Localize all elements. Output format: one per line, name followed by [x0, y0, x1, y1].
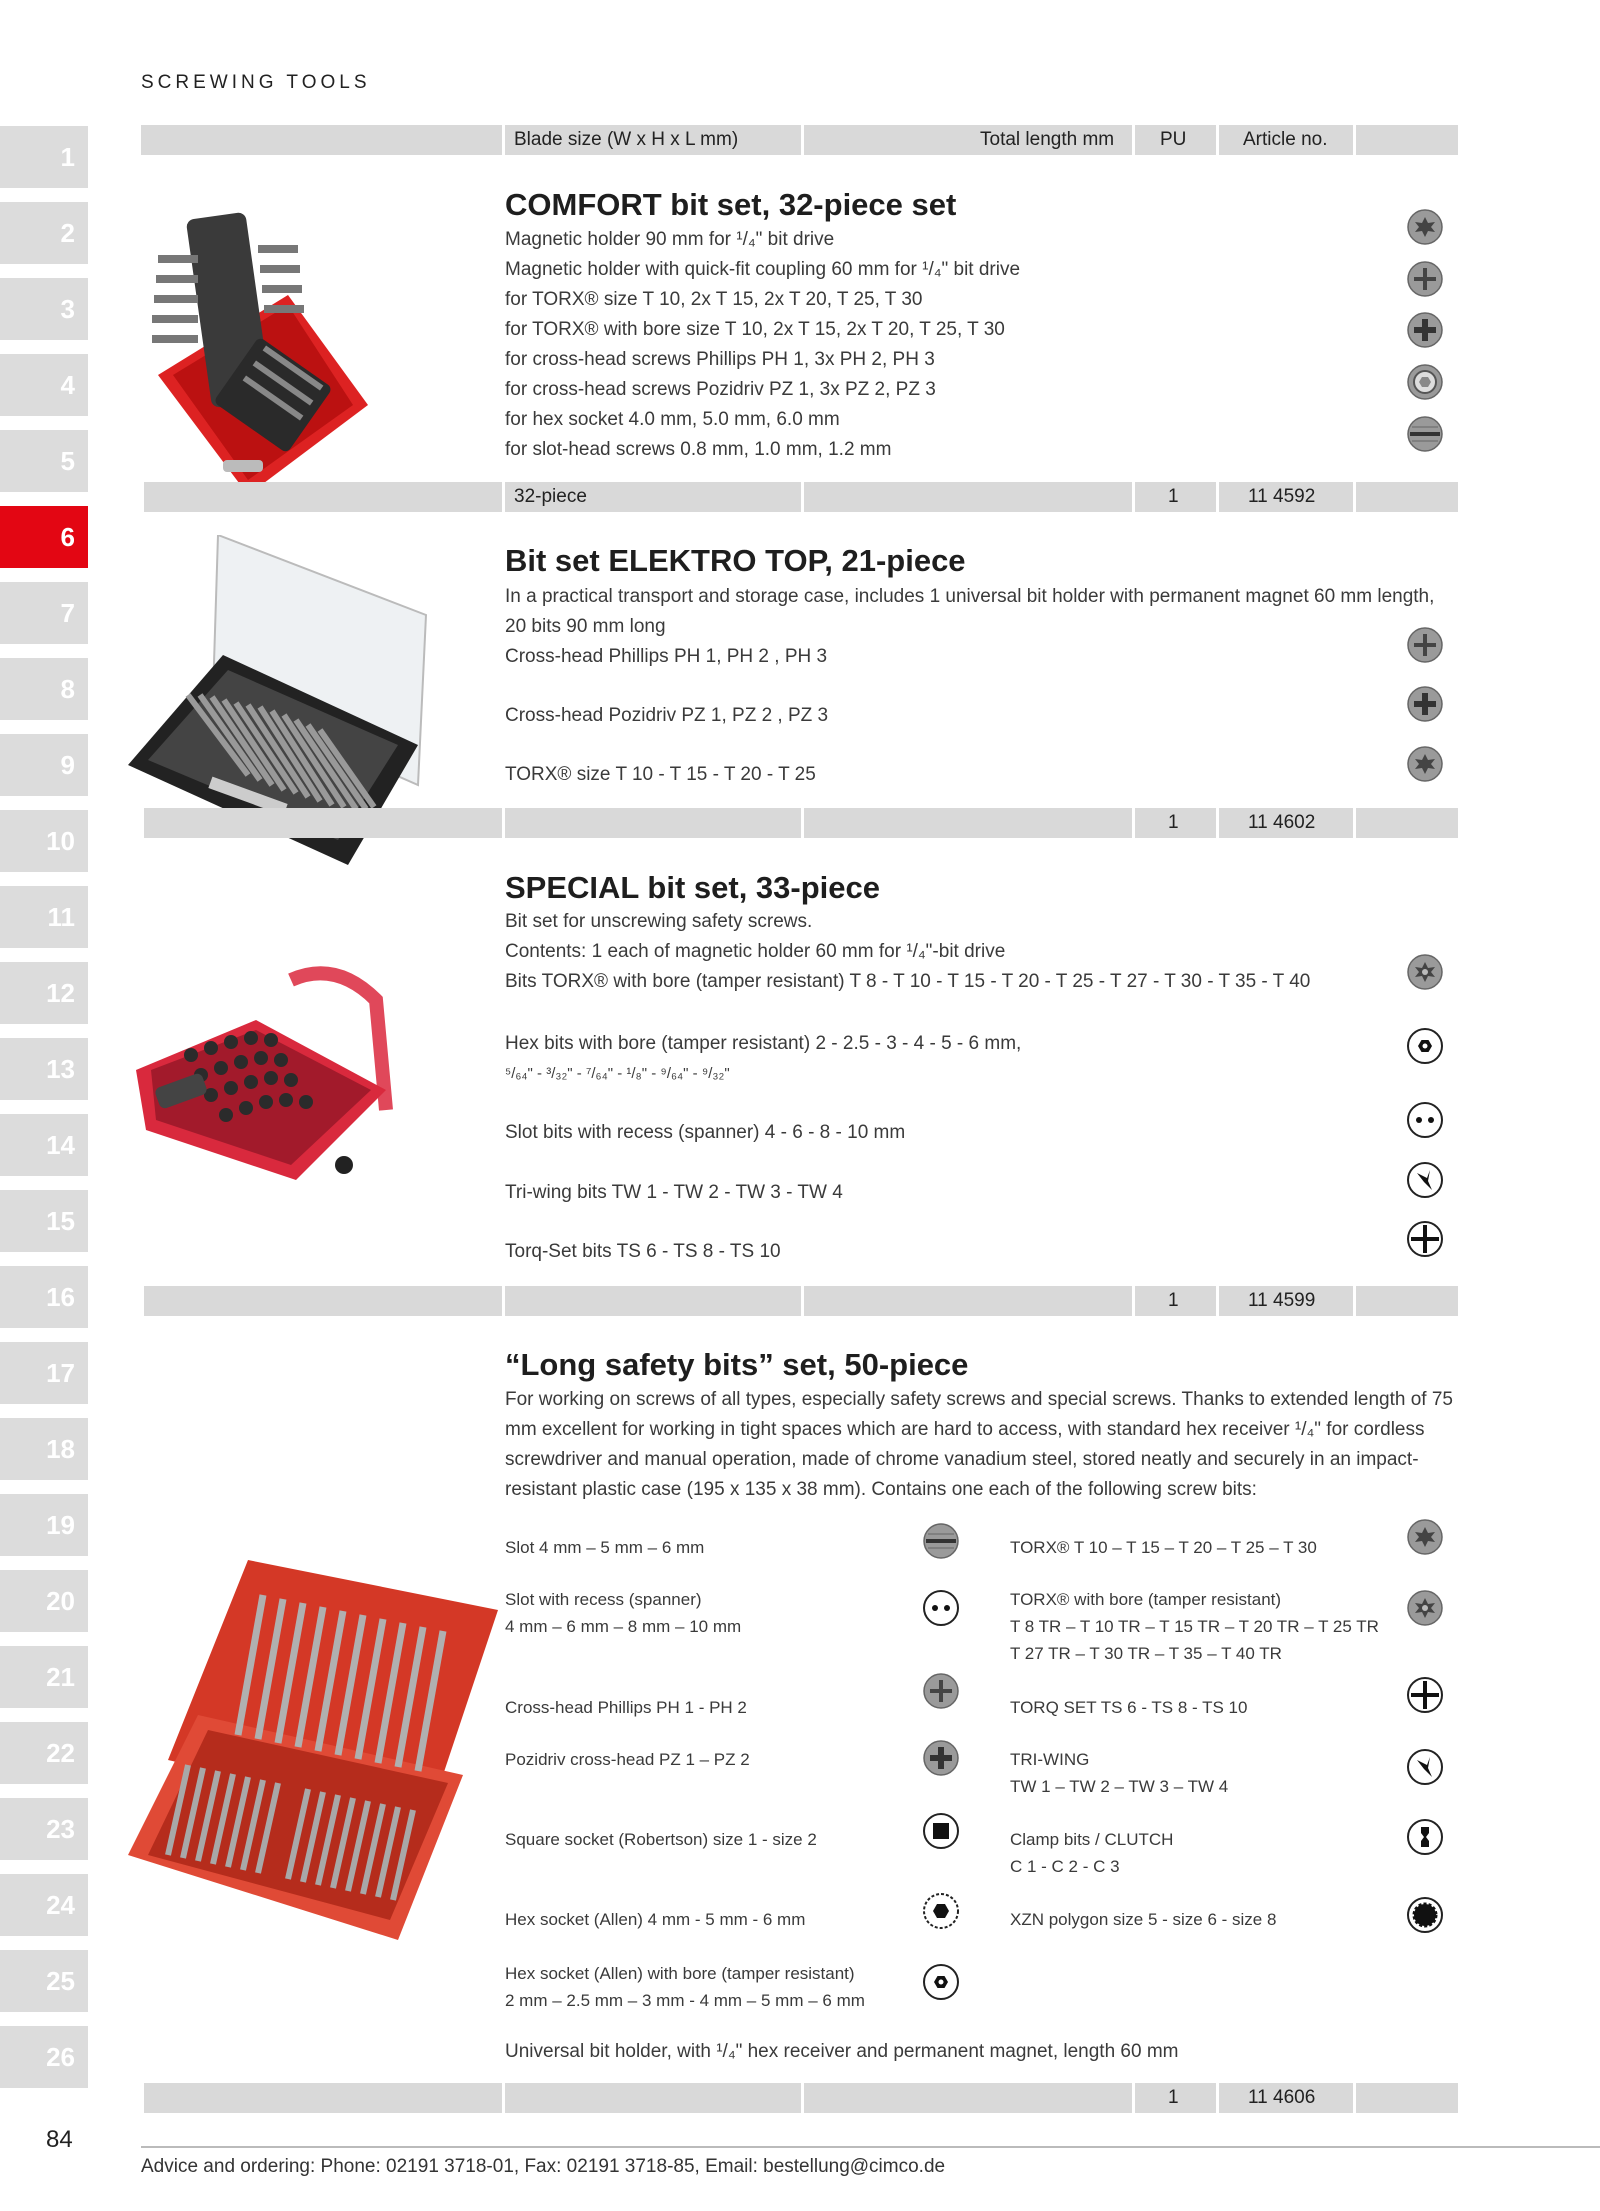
bit-type-item: TORQ SET TS 6 - TS 8 - TS 10 [1010, 1698, 1248, 1717]
square-icon [922, 1812, 960, 1850]
phillips-icon [922, 1672, 960, 1710]
article-row [141, 482, 1458, 512]
bit-type-item: Hex socket (Allen) with bore (tamper resistant) 2 mm – 2.5 mm – 3 mm - 4 mm – 5 mm – 6 mm [505, 1964, 865, 2010]
product-description: For working on screws of all types, especially safety screws and special screws. Thanks to extended length of 75 mm excellent for working in tight spaces which are hard to access, with standard hex receiver ¹/₄" for cordless screwdriver and manual operation, made of chrome vanadium steel, stored neatly and securely in an impact- resistant plastic case (195 x 135 x 38 mm). Contains one each of the following screw bits: [505, 1389, 1453, 1500]
hex-socket-icon [1406, 363, 1444, 401]
chapter-tab-11[interactable]: 11 [0, 886, 88, 948]
hex-bore-icon [922, 1963, 960, 2001]
phillips-icon [1406, 626, 1444, 664]
article-row [141, 2083, 1458, 2113]
bit-type-item: TORX® with bore (tamper resistant) T 8 TR – T 10 TR – T 15 TR – T 20 TR – T 25 TR T 27 TR – T 30 TR – T 35 – T 40 TR [1010, 1590, 1379, 1663]
product-spec-line: Cross-head Phillips PH 1, PH 2 , PH 3 [505, 646, 828, 667]
row-article-no: 11 4599 [1248, 1290, 1316, 1311]
chapter-tab-1[interactable]: 1 [0, 126, 88, 188]
bit-type-item: Square socket (Robertson) size 1 - size 2 [505, 1830, 817, 1849]
chapter-tab-26[interactable]: 26 [0, 2026, 88, 2088]
torq-set-icon [1406, 1676, 1444, 1714]
chapter-tab-10[interactable]: 10 [0, 810, 88, 872]
product-title: COMFORT bit set, 32-piece set [505, 187, 957, 222]
row-pu: 1 [1168, 1290, 1179, 1311]
torx-icon [1406, 745, 1444, 783]
comfort-bit-set-photo [138, 205, 374, 505]
chapter-tab-15[interactable]: 15 [0, 1190, 88, 1252]
product-spec-line: Cross-head Pozidriv PZ 1, PZ 2 , PZ 3 [505, 705, 829, 726]
chapter-tab-18[interactable]: 18 [0, 1418, 88, 1480]
product-spec-line: Torq-Set bits TS 6 - TS 8 - TS 10 [505, 1241, 781, 1262]
chapter-tab-23[interactable]: 23 [0, 1798, 88, 1860]
torx-icon [1406, 208, 1444, 246]
bit-type-item: Pozidriv cross-head PZ 1 – PZ 2 [505, 1750, 750, 1769]
clutch-icon [1406, 1818, 1444, 1856]
bit-type-item: XZN polygon size 5 - size 6 - size 8 [1010, 1910, 1277, 1929]
header-total-length: Total length mm [980, 129, 1115, 150]
header-pu: PU [1160, 129, 1187, 150]
product-description: Magnetic holder 90 mm for ¹/₄" bit drive Magnetic holder with quick-fit coupling 60 mm for ¹/₄" bit drive for TORX® size T 10, 2x T 15, 2x T 20, T 25, T 30 for TORX® with bore size T 10, 2x T 15, 2x T 20, T 25, T 30 for cross-head screws Phillips PH 1, 3x PH 2, PH 3 for cross-head screws Pozidriv PZ 1, 3x PZ 2, PZ 3 for hex socket 4.0 mm, 5.0 mm, 6.0 mm for slot-head screws 0.8 mm, 1.0 mm, 1.2 mm [505, 229, 1021, 460]
product-title: Bit set ELEKTRO TOP, 21-piece [505, 543, 966, 578]
chapter-tab-19[interactable]: 19 [0, 1494, 88, 1556]
bit-type-item: Cross-head Phillips PH 1 - PH 2 [505, 1698, 747, 1717]
row-pu: 1 [1168, 2087, 1179, 2108]
row-article-no: 11 4606 [1248, 2087, 1316, 2108]
pozidriv-icon [1406, 311, 1444, 349]
product-spec-line: Hex bits with bore (tamper resistant) 2 - 2.5 - 3 - 4 - 5 - 6 mm, ⁵/₆₄" - ³/₃₂" - ⁷/₆₄" - ¹/₈" - ⁹/₆₄" - ⁹/₃₂" [505, 1033, 1022, 1082]
chapter-tab-20[interactable]: 20 [0, 1570, 88, 1632]
row-article-no: 11 4602 [1248, 812, 1316, 833]
product-spec-line: Slot bits with recess (spanner) 4 - 6 - 8 - 10 mm [505, 1122, 906, 1143]
product-description: In a practical transport and storage case, includes 1 universal bit holder with permanent magnet 60 mm length, 20 bits 90 mm long [505, 586, 1435, 637]
chapter-tab-9[interactable]: 9 [0, 734, 88, 796]
article-row [141, 808, 1458, 838]
chapter-tab-21[interactable]: 21 [0, 1646, 88, 1708]
torq-set-icon [1406, 1220, 1444, 1258]
product-title: SPECIAL bit set, 33-piece [505, 870, 880, 905]
chapter-tab-3[interactable]: 3 [0, 278, 88, 340]
chapter-tab-6[interactable]: 6 [0, 506, 88, 568]
chapter-tab-17[interactable]: 17 [0, 1342, 88, 1404]
phillips-icon [1406, 260, 1444, 298]
bit-holder-note: Universal bit holder, with ¹/₄" hex receiver and permanent magnet, length 60 mm [505, 2041, 1179, 2062]
row-article-no: 11 4592 [1248, 486, 1316, 507]
chapter-tab-12[interactable]: 12 [0, 962, 88, 1024]
pozidriv-icon [922, 1739, 960, 1777]
chapter-tab-24[interactable]: 24 [0, 1874, 88, 1936]
spanner-icon [922, 1589, 960, 1627]
table-header [141, 125, 1458, 155]
chapter-tab-16[interactable]: 16 [0, 1266, 88, 1328]
slot-icon [922, 1522, 960, 1560]
chapter-tab-25[interactable]: 25 [0, 1950, 88, 2012]
bit-type-item: TRI-WING TW 1 – TW 2 – TW 3 – TW 4 [1010, 1750, 1229, 1796]
chapter-tab-2[interactable]: 2 [0, 202, 88, 264]
torx-icon [1406, 1518, 1444, 1556]
row-blade: 32-piece [514, 486, 587, 507]
row-pu: 1 [1168, 812, 1179, 833]
tri-wing-icon [1406, 1748, 1444, 1786]
chapter-tab-5[interactable]: 5 [0, 430, 88, 492]
footer-divider [141, 2146, 1600, 2148]
footer-contact: Advice and ordering: Phone: 02191 3718-01, Fax: 02191 3718-85, Email: bestellung@cimco.de [141, 2156, 946, 2177]
product-spec-line: TORX® size T 10 - T 15 - T 20 - T 25 [505, 764, 816, 785]
page-number: 84 [46, 2126, 73, 2153]
slot-icon [1406, 415, 1444, 453]
header-blade-size: Blade size (W x H x L mm) [514, 129, 739, 150]
product-spec-line: Tri-wing bits TW 1 - TW 2 - TW 3 - TW 4 [505, 1182, 843, 1203]
torx-bore-icon [1406, 953, 1444, 991]
torx-bore-icon [1406, 1589, 1444, 1627]
product-title: “Long safety bits” set, 50-piece [505, 1347, 969, 1382]
spanner-icon [1406, 1101, 1444, 1139]
chapter-tab-14[interactable]: 14 [0, 1114, 88, 1176]
chapter-tab-8[interactable]: 8 [0, 658, 88, 720]
chapter-tab-13[interactable]: 13 [0, 1038, 88, 1100]
bit-type-item: Slot 4 mm – 5 mm – 6 mm [505, 1538, 705, 1557]
row-pu: 1 [1168, 486, 1179, 507]
chapter-tab-22[interactable]: 22 [0, 1722, 88, 1784]
chapter-tab-7[interactable]: 7 [0, 582, 88, 644]
bit-type-item: Slot with recess (spanner) 4 mm – 6 mm – 8 mm – 10 mm [505, 1590, 742, 1636]
article-row [141, 1286, 1458, 1316]
pozidriv-icon [1406, 685, 1444, 723]
special-bit-set-photo [136, 960, 396, 1190]
product-description: Bit set for unscrewing safety screws. Contents: 1 each of magnetic holder 60 mm for ¹/₄"-bit drive Bits TORX® with bore (tamper resistant) T 8 - T 10 - T 15 - T 20 - T 25 - T 27 - T 30 - T 35 - T 40 [505, 911, 1311, 992]
tri-wing-icon [1406, 1161, 1444, 1199]
chapter-tab-4[interactable]: 4 [0, 354, 88, 416]
bit-type-item: Hex socket (Allen) 4 mm - 5 mm - 6 mm [505, 1910, 806, 1929]
section-title: SCREWING TOOLS [141, 72, 371, 93]
hex-bore-icon [1406, 1027, 1444, 1065]
xzn-icon [1406, 1896, 1444, 1934]
bit-type-item: TORX® T 10 – T 15 – T 20 – T 25 – T 30 [1010, 1538, 1317, 1557]
bit-type-item: Clamp bits / CLUTCH C 1 - C 2 - C 3 [1010, 1830, 1174, 1876]
long-safety-bits-set-photo [128, 1555, 498, 1945]
header-article-no: Article no. [1243, 129, 1328, 150]
hex-allen-icon [922, 1892, 960, 1930]
